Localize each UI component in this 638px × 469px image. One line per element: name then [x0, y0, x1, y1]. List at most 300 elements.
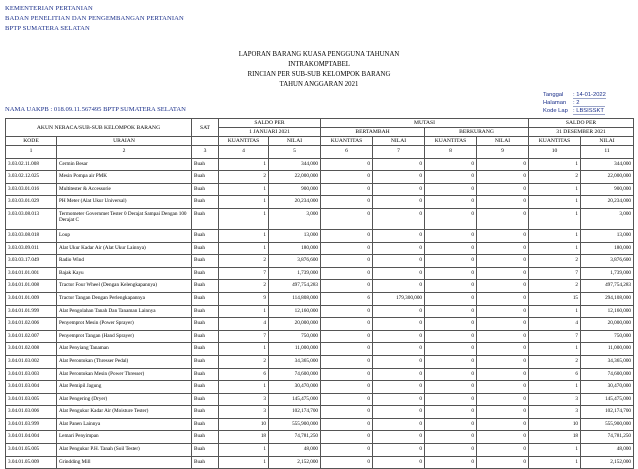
cell-nilai-akhir: 3,876,600: [581, 255, 634, 268]
cell-kode: 3.03.03.08.018: [6, 229, 57, 242]
cell-satuan: Buah: [192, 355, 219, 368]
cell-uraian: Penyemprot Mesin (Power Sprayer): [57, 318, 192, 331]
cell-nilai-tambah: 0: [373, 267, 425, 280]
cell-kode: 3.03.03.17.049: [6, 255, 57, 268]
cell-qty-kurang: 0: [425, 406, 477, 419]
cell-nilai-kurang: 0: [477, 229, 529, 242]
cell-qty-awal: 1: [219, 343, 269, 356]
column-index-row: [6, 146, 634, 159]
cell-qty-awal: 1: [219, 456, 269, 469]
header-saldo-awal-date: 1 JANUARI 2021: [219, 128, 321, 137]
meta-label: Kode Lap: [543, 108, 568, 114]
cell-nilai-kurang: 0: [477, 183, 529, 196]
table-row: [6, 406, 634, 419]
org-line-unit: BPTP SUMATERA SELATAN: [5, 25, 90, 32]
header-kuantitas: KUANTITAS: [529, 137, 581, 146]
cell-nilai-awal: 11,000,000: [269, 343, 321, 356]
cell-qty-akhir: 2: [529, 255, 581, 268]
cell-kode: 3.04.01.05.005: [6, 444, 57, 457]
cell-qty-awal: 1: [219, 444, 269, 457]
header-kode: KODE: [6, 137, 57, 146]
cell-nilai-awal: 34,365,000: [269, 355, 321, 368]
cell-nilai-tambah: 0: [373, 183, 425, 196]
cell-qty-awal: 7: [219, 267, 269, 280]
cell-nilai-akhir: 48,000: [581, 444, 634, 457]
table-row: [6, 431, 634, 444]
cell-qty-tambah: 0: [321, 381, 373, 394]
cell-kode: 3.04.01.03.003: [6, 368, 57, 381]
table-row: [6, 280, 634, 293]
cell-nilai-kurang: 0: [477, 208, 529, 229]
meta-value: : 2: [573, 100, 605, 107]
cell-nilai-akhir: 555,900,000: [581, 418, 634, 431]
cell-nilai-kurang: 0: [477, 158, 529, 171]
cell-nilai-awal: 74,781,250: [269, 431, 321, 444]
cell-kode: 3.04.01.02.008: [6, 343, 57, 356]
cell-satuan: Buah: [192, 368, 219, 381]
cell-uraian: Loup: [57, 229, 192, 242]
cell-nilai-kurang: 0: [477, 406, 529, 419]
cell-uraian: PH Meter (Alat Ukur Universal): [57, 196, 192, 209]
table-row: [6, 393, 634, 406]
cell-kode: 3.03.02.11.008: [6, 158, 57, 171]
nama-uakpb: NAMA UAKPB : 018.09.11.567495 BPTP SUMATERA SELATAN: [5, 106, 186, 113]
cell-satuan: Buah: [192, 208, 219, 229]
cell-uraian: Cermin Besar: [57, 158, 192, 171]
cell-nilai-akhir: 497,754,283: [581, 280, 634, 293]
cell-nilai-kurang: 0: [477, 267, 529, 280]
table-row: [6, 368, 634, 381]
cell-qty-awal: 2: [219, 355, 269, 368]
cell-nilai-awal: 20,234,000: [269, 196, 321, 209]
table-row: [6, 255, 634, 268]
header-saldo-akhir-date: 31 DESEMBER 2021: [529, 128, 634, 137]
cell-satuan: Buah: [192, 255, 219, 268]
cell-nilai-kurang: 0: [477, 330, 529, 343]
cell-qty-kurang: 0: [425, 280, 477, 293]
cell-qty-tambah: 0: [321, 183, 373, 196]
cell-nilai-tambah: 0: [373, 431, 425, 444]
table-row: [6, 355, 634, 368]
header-sat-blank: [192, 137, 219, 146]
cell-satuan: Buah: [192, 305, 219, 318]
column-index: 1: [6, 146, 57, 159]
header-nilai: NILAI: [373, 137, 425, 146]
cell-qty-tambah: 0: [321, 418, 373, 431]
cell-nilai-tambah: 0: [373, 418, 425, 431]
cell-qty-tambah: 0: [321, 196, 373, 209]
cell-uraian: Alat Panen Lainnya: [57, 418, 192, 431]
cell-nilai-tambah: 0: [373, 343, 425, 356]
cell-nilai-awal: 180,000: [269, 242, 321, 255]
cell-qty-kurang: 0: [425, 305, 477, 318]
cell-qty-akhir: 7: [529, 267, 581, 280]
cell-qty-tambah: 0: [321, 255, 373, 268]
cell-nilai-akhir: 102,174,700: [581, 406, 634, 419]
cell-uraian: Alat Ukur Kadar Air (Alat Ukur Lainnya): [57, 242, 192, 255]
cell-qty-kurang: 0: [425, 229, 477, 242]
cell-kode: 3.04.01.01.009: [6, 292, 57, 305]
cell-qty-awal: 6: [219, 368, 269, 381]
cell-qty-akhir: 1: [529, 343, 581, 356]
cell-uraian: Tractor Tangan Dengan Perlengkapannya: [57, 292, 192, 305]
meta-halaman: [543, 100, 605, 107]
column-index: 6: [321, 146, 373, 159]
meta-label: Halaman: [543, 100, 567, 106]
table-row: [6, 242, 634, 255]
cell-nilai-tambah: 0: [373, 393, 425, 406]
cell-nilai-akhir: 13,000: [581, 229, 634, 242]
cell-nilai-tambah: 0: [373, 208, 425, 229]
cell-qty-awal: 2: [219, 255, 269, 268]
header-nilai: NILAI: [581, 137, 634, 146]
cell-nilai-akhir: 74,600,000: [581, 368, 634, 381]
table-row: [6, 183, 634, 196]
cell-satuan: Buah: [192, 393, 219, 406]
table-row: [6, 171, 634, 184]
cell-kode: 3.04.01.03.005: [6, 393, 57, 406]
cell-satuan: Buah: [192, 318, 219, 331]
cell-qty-awal: 2: [219, 280, 269, 293]
meta-label: Tanggal: [543, 92, 564, 98]
cell-nilai-akhir: 1,739,000: [581, 267, 634, 280]
cell-nilai-tambah: 0: [373, 158, 425, 171]
cell-qty-awal: 3: [219, 406, 269, 419]
table-row: [6, 267, 634, 280]
cell-qty-awal: 2: [219, 171, 269, 184]
cell-nilai-tambah: 0: [373, 444, 425, 457]
cell-kode: 3.04.01.03.006: [6, 406, 57, 419]
cell-uraian: Bajak Kayu: [57, 267, 192, 280]
cell-satuan: Buah: [192, 330, 219, 343]
cell-nilai-akhir: 3,000: [581, 208, 634, 229]
cell-nilai-awal: 555,900,000: [269, 418, 321, 431]
cell-satuan: Buah: [192, 456, 219, 469]
cell-qty-tambah: 0: [321, 406, 373, 419]
cell-qty-tambah: 0: [321, 330, 373, 343]
cell-satuan: Buah: [192, 381, 219, 394]
column-index: 2: [57, 146, 192, 159]
cell-nilai-akhir: 74,781,250: [581, 431, 634, 444]
cell-nilai-awal: 12,160,000: [269, 305, 321, 318]
cell-qty-awal: 1: [219, 158, 269, 171]
cell-nilai-akhir: 344,000: [581, 158, 634, 171]
cell-qty-kurang: 0: [425, 318, 477, 331]
cell-qty-awal: 1: [219, 305, 269, 318]
cell-qty-tambah: 0: [321, 444, 373, 457]
cell-qty-awal: 4: [219, 318, 269, 331]
cell-qty-akhir: 1: [529, 208, 581, 229]
cell-nilai-awal: 1,739,000: [269, 267, 321, 280]
cell-qty-akhir: 10: [529, 418, 581, 431]
cell-qty-kurang: 0: [425, 292, 477, 305]
cell-qty-akhir: 6: [529, 368, 581, 381]
cell-nilai-tambah: 0: [373, 171, 425, 184]
column-index: 11: [581, 146, 634, 159]
cell-nilai-tambah: 0: [373, 255, 425, 268]
header-kuantitas: KUANTITAS: [321, 137, 373, 146]
cell-qty-tambah: 0: [321, 171, 373, 184]
cell-uraian: Alat Perontokan Mesin (Power Thresser): [57, 368, 192, 381]
cell-satuan: Buah: [192, 418, 219, 431]
cell-kode: 3.04.01.01.001: [6, 267, 57, 280]
cell-qty-awal: 1: [219, 242, 269, 255]
cell-uraian: Grindding Mill: [57, 456, 192, 469]
cell-nilai-tambah: 0: [373, 330, 425, 343]
table-row: [6, 343, 634, 356]
cell-kode: 3.04.01.03.999: [6, 418, 57, 431]
cell-qty-kurang: 0: [425, 255, 477, 268]
table-row: [6, 381, 634, 394]
cell-qty-awal: 9: [219, 292, 269, 305]
cell-nilai-awal: 13,000: [269, 229, 321, 242]
cell-qty-kurang: 0: [425, 368, 477, 381]
cell-qty-akhir: 3: [529, 393, 581, 406]
cell-qty-akhir: 1: [529, 229, 581, 242]
cell-nilai-kurang: 0: [477, 242, 529, 255]
column-index: 5: [269, 146, 321, 159]
header-nilai: NILAI: [477, 137, 529, 146]
cell-kode: 3.03.03.01.016: [6, 183, 57, 196]
cell-qty-kurang: 0: [425, 330, 477, 343]
cell-qty-tambah: 0: [321, 158, 373, 171]
cell-kode: 3.04.01.02.006: [6, 318, 57, 331]
cell-kode: 3.04.01.01.008: [6, 280, 57, 293]
header-kuantitas: KUANTITAS: [219, 137, 269, 146]
cell-nilai-akhir: 145,475,000: [581, 393, 634, 406]
cell-satuan: Buah: [192, 267, 219, 280]
header-sat: SAT: [192, 119, 219, 137]
report-subtitle-type: INTRAKOMPTABEL: [288, 61, 350, 68]
table-row: [6, 158, 634, 171]
cell-nilai-akhir: 34,365,000: [581, 355, 634, 368]
cell-uraian: Termometer Governmet Tester 0 Derajat Sampai Dengan 100 Derajat C: [57, 208, 192, 229]
cell-uraian: Penyemprot Tangan (Hand Sprayer): [57, 330, 192, 343]
column-index: 3: [192, 146, 219, 159]
cell-nilai-akhir: 180,000: [581, 242, 634, 255]
cell-kode: 3.03.03.08.013: [6, 208, 57, 229]
table-row: [6, 318, 634, 331]
cell-qty-awal: 1: [219, 381, 269, 394]
cell-qty-tambah: 0: [321, 229, 373, 242]
cell-nilai-akhir: 22,000,000: [581, 171, 634, 184]
cell-qty-kurang: 0: [425, 418, 477, 431]
cell-uraian: Radio Wind: [57, 255, 192, 268]
cell-uraian: Alat Pengering (Dryer): [57, 393, 192, 406]
cell-qty-akhir: 1: [529, 158, 581, 171]
table-row: [6, 229, 634, 242]
cell-qty-tambah: 6: [321, 292, 373, 305]
cell-qty-kurang: 0: [425, 183, 477, 196]
table-row: [6, 292, 634, 305]
header-saldo-akhir: SALDO PER: [529, 119, 634, 128]
header-nilai: NILAI: [269, 137, 321, 146]
column-index: 4: [219, 146, 269, 159]
cell-uraian: Multitester & Accessorie: [57, 183, 192, 196]
cell-uraian: Alat Pengolahan Tanah Dan Tanaman Lainnya: [57, 305, 192, 318]
cell-nilai-tambah: 0: [373, 305, 425, 318]
cell-qty-akhir: 3: [529, 406, 581, 419]
cell-uraian: Alat Pemipil Jagung: [57, 381, 192, 394]
cell-uraian: Alat Penyiang Tanaman: [57, 343, 192, 356]
header-akun: AKUN NERACA/SUB-SUB KELOMPOK BARANG: [6, 119, 192, 137]
cell-qty-awal: 3: [219, 393, 269, 406]
cell-nilai-kurang: 0: [477, 171, 529, 184]
cell-nilai-kurang: 0: [477, 343, 529, 356]
cell-qty-kurang: 0: [425, 158, 477, 171]
cell-nilai-akhir: 2,152,000: [581, 456, 634, 469]
cell-nilai-kurang: 0: [477, 456, 529, 469]
cell-qty-akhir: 1: [529, 305, 581, 318]
header-kuantitas: KUANTITAS: [425, 137, 477, 146]
cell-qty-kurang: 0: [425, 196, 477, 209]
cell-nilai-tambah: 0: [373, 229, 425, 242]
cell-nilai-awal: 2,152,000: [269, 456, 321, 469]
cell-nilai-awal: 114,808,000: [269, 292, 321, 305]
table-row: [6, 456, 634, 469]
header-uraian: URAIAN: [57, 137, 192, 146]
meta-value: : 14-01-2022: [573, 92, 606, 98]
cell-qty-akhir: 2: [529, 171, 581, 184]
cell-nilai-tambah: 0: [373, 406, 425, 419]
cell-qty-tambah: 0: [321, 305, 373, 318]
cell-nilai-kurang: 0: [477, 196, 529, 209]
cell-nilai-awal: 3,000: [269, 208, 321, 229]
cell-qty-akhir: 1: [529, 183, 581, 196]
column-index: 9: [477, 146, 529, 159]
cell-nilai-tambah: 0: [373, 242, 425, 255]
cell-qty-akhir: 2: [529, 280, 581, 293]
cell-kode: 3.04.01.01.999: [6, 305, 57, 318]
cell-qty-tambah: 0: [321, 431, 373, 444]
cell-kode: 3.03.03.09.011: [6, 242, 57, 255]
cell-nilai-tambah: 0: [373, 355, 425, 368]
org-line-agency: BADAN PENELITIAN DAN PENGEMBANGAN PERTANIAN: [5, 15, 184, 22]
cell-satuan: Buah: [192, 343, 219, 356]
column-index: 7: [373, 146, 425, 159]
cell-kode: 3.03.02.12.025: [6, 171, 57, 184]
cell-qty-kurang: 0: [425, 267, 477, 280]
table-row: [6, 418, 634, 431]
cell-nilai-akhir: 20,000,000: [581, 318, 634, 331]
cell-satuan: Buah: [192, 196, 219, 209]
cell-qty-kurang: 0: [425, 171, 477, 184]
cell-nilai-tambah: 0: [373, 368, 425, 381]
cell-satuan: Buah: [192, 183, 219, 196]
cell-qty-tambah: 0: [321, 343, 373, 356]
org-line-ministry: KEMENTERIAN PERTANIAN: [5, 5, 93, 12]
header-berkurang: BERKURANG: [425, 128, 529, 137]
cell-nilai-kurang: 0: [477, 255, 529, 268]
cell-qty-tambah: 0: [321, 318, 373, 331]
cell-nilai-awal: 74,600,000: [269, 368, 321, 381]
cell-qty-kurang: 0: [425, 444, 477, 457]
cell-nilai-kurang: 0: [477, 280, 529, 293]
column-index: 8: [425, 146, 477, 159]
cell-uraian: Alat Pengukur P.H. Tanah (Soil Tester): [57, 444, 192, 457]
cell-nilai-tambah: 0: [373, 196, 425, 209]
cell-kode: 3.03.03.01.029: [6, 196, 57, 209]
cell-satuan: Buah: [192, 431, 219, 444]
cell-qty-akhir: 4: [529, 318, 581, 331]
cell-qty-tambah: 0: [321, 355, 373, 368]
cell-qty-akhir: 2: [529, 355, 581, 368]
cell-qty-awal: 10: [219, 418, 269, 431]
column-index: 10: [529, 146, 581, 159]
cell-qty-awal: 1: [219, 229, 269, 242]
cell-qty-kurang: 0: [425, 343, 477, 356]
cell-qty-tambah: 0: [321, 456, 373, 469]
cell-qty-kurang: 0: [425, 355, 477, 368]
cell-qty-akhir: 18: [529, 431, 581, 444]
cell-nilai-kurang: 0: [477, 393, 529, 406]
cell-nilai-kurang: 0: [477, 292, 529, 305]
cell-nilai-akhir: 294,108,000: [581, 292, 634, 305]
cell-nilai-akhir: 11,000,000: [581, 343, 634, 356]
cell-nilai-kurang: 0: [477, 381, 529, 394]
cell-nilai-awal: 900,000: [269, 183, 321, 196]
cell-kode: 3.04.01.03.004: [6, 381, 57, 394]
cell-qty-tambah: 0: [321, 280, 373, 293]
cell-qty-tambah: 0: [321, 242, 373, 255]
cell-satuan: Buah: [192, 292, 219, 305]
cell-nilai-tambah: 0: [373, 456, 425, 469]
cell-qty-awal: 7: [219, 330, 269, 343]
report-fiscal-year: TAHUN ANGGARAN 2021: [279, 81, 359, 88]
cell-nilai-awal: 48,000: [269, 444, 321, 457]
cell-qty-kurang: 0: [425, 431, 477, 444]
cell-uraian: Alat Pengukur Kadar Air (Moisture Tester): [57, 406, 192, 419]
cell-nilai-akhir: 20,234,000: [581, 196, 634, 209]
cell-nilai-akhir: 30,470,000: [581, 381, 634, 394]
report-table: [5, 118, 634, 469]
cell-qty-kurang: 0: [425, 393, 477, 406]
cell-nilai-awal: 102,174,700: [269, 406, 321, 419]
cell-satuan: Buah: [192, 242, 219, 255]
meta-kode-lap: [543, 108, 605, 115]
cell-uraian: Mesin Pompa air PMK: [57, 171, 192, 184]
table-row: [6, 330, 634, 343]
header-bertambah: BERTAMBAH: [321, 128, 425, 137]
cell-nilai-awal: 3,876,600: [269, 255, 321, 268]
cell-nilai-tambah: 179,300,000: [373, 292, 425, 305]
cell-kode: 3.04.01.03.002: [6, 355, 57, 368]
cell-qty-awal: 18: [219, 431, 269, 444]
cell-nilai-awal: 20,000,000: [269, 318, 321, 331]
cell-nilai-kurang: 0: [477, 368, 529, 381]
cell-nilai-awal: 145,475,000: [269, 393, 321, 406]
header-saldo-awal: SALDO PER: [219, 119, 321, 128]
table-row: [6, 196, 634, 209]
cell-nilai-awal: 750,000: [269, 330, 321, 343]
cell-qty-kurang: 0: [425, 381, 477, 394]
cell-satuan: Buah: [192, 171, 219, 184]
cell-qty-akhir: 1: [529, 444, 581, 457]
cell-nilai-tambah: 0: [373, 381, 425, 394]
cell-kode: 3.04.01.04.004: [6, 431, 57, 444]
cell-satuan: Buah: [192, 158, 219, 171]
report-subtitle-detail: RINCIAN PER SUB-SUB KELOMPOK BARANG: [247, 71, 391, 78]
cell-kode: 3.04.01.02.007: [6, 330, 57, 343]
cell-nilai-awal: 344,000: [269, 158, 321, 171]
cell-uraian: Tractor Four Wheel (Dengan Kelengkapannya): [57, 280, 192, 293]
cell-qty-tambah: 0: [321, 368, 373, 381]
table-row: [6, 444, 634, 457]
cell-kode: 3.04.01.05.009: [6, 456, 57, 469]
cell-nilai-kurang: 0: [477, 444, 529, 457]
cell-nilai-awal: 22,000,000: [269, 171, 321, 184]
cell-qty-kurang: 0: [425, 456, 477, 469]
